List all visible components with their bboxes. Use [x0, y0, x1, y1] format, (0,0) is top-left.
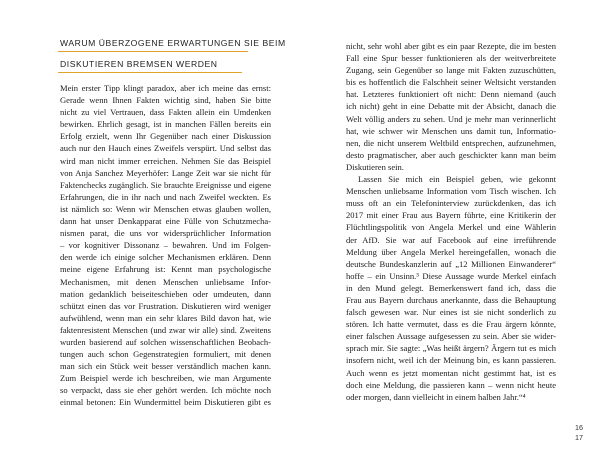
text-line: Gerade wenn Ihnen Fakten wichtig sind, haben Sie bitte	[60, 95, 271, 106]
page-number-right: 17	[575, 433, 583, 442]
text-line: so verpackt, dass sie eher gehört werden. Ich möchte noch	[60, 385, 271, 396]
text-line: doch eine Meldung, die passieren kann – wenn nicht heute	[346, 379, 556, 390]
text-line: hat, wie schwer wir Menschen uns damit tun, Informatio-	[346, 125, 556, 136]
text-line: hat. Letzteres funktioniert oft nicht: Denn niemand (auch	[346, 89, 556, 100]
text-line: Erfahrungen, die in ihr nach und nach Zweifel weckten. Es	[60, 191, 271, 202]
text-line: bis es hoffentlich die Falschheit seiner Weltsicht verstanden	[346, 77, 556, 88]
text-line: oder morgen, dann vielleicht in einem halben Jahr.“⁴	[346, 391, 526, 402]
right-page	[300, 0, 600, 467]
text-line: nismen parat, die uns vor widersprüchlicher Information	[60, 228, 271, 239]
text-line: Zugang, sein Gegenüber so lange mit Fakten zuzuschütten,	[346, 65, 556, 76]
text-line: nicht zu viel Vertrauen, dass Fakten allein ein Umdenken	[60, 107, 271, 118]
text-line: wurden basierend auf solchen wissenschaftlichen Beobach-	[60, 336, 271, 347]
text-line: bewirken. Ehrlich gesagt, ist in manchen Fällen bereits ein	[60, 119, 271, 130]
text-line: ich nicht) geht in eine Debatte mit der Absicht, danach die	[346, 101, 556, 112]
text-line: insofern nicht, weil ich der Meinung bin, es kann passieren.	[346, 355, 556, 366]
text-line: wird man nicht immer erreichen. Nehmen Sie das Beispiel	[60, 155, 271, 166]
text-line: Mechanismen, mit denen Menschen unliebsame Infor-	[60, 276, 271, 287]
text-line: Welt völlig anders zu sehen. Und je mehr man verinnerlicht	[346, 113, 556, 124]
text-line: schützt einen das vor Frustration. Diskutieren wird weniger	[60, 300, 271, 311]
text-line: in den Mund gelegt. Bemerkenswert fand ich, dass die	[346, 282, 556, 293]
right-body-text	[346, 40, 556, 403]
text-line: desto pragmatischer, aber auch geschickter kann man beim	[346, 149, 556, 160]
text-line: Faktenchecks zugänglich. Sie brauchte Ereignisse und eigene	[60, 179, 271, 190]
text-line: – vor kognitiver Dissonanz – bewahren. Und im Folgen-	[60, 240, 271, 251]
text-line: ist nämlich so: Wenn wir Menschen etwas glauben wollen,	[60, 203, 271, 214]
text-line: einer falschen Aussage aufgesessen zu sein. Aber sie wider-	[346, 331, 556, 342]
text-line: mation gedanklich beiseiteschieben oder umdeuten, dann	[60, 288, 271, 299]
text-line: Fall eine Spur besser funktionieren als der weitverbreitete	[346, 53, 556, 64]
text-line: dann hat unser Denkapparat eine Fülle von Schutzmecha-	[60, 216, 271, 227]
text-line: man sich ein Stück weit besser verständlich machen kann.	[60, 361, 271, 372]
page-number-left: 16	[575, 423, 583, 432]
section-heading	[58, 36, 286, 73]
text-line: hoffe – ein Unsinn.³ Diese Aussage wurde Merkel einfach	[346, 270, 556, 281]
left-body-text	[60, 82, 271, 409]
text-line: muss oft an ein Telefoninterview zurückdenken, das ich	[346, 198, 556, 209]
text-line: faktenresistent Menschen (und zwar wir alle) sind. Zweitens	[60, 324, 271, 335]
text-line: von Anja Sanchez Meyerhöfer: Lange Zeit war sie nicht für	[60, 167, 271, 178]
text-line: nicht, sehr wohl aber gibt es ein paar Rezepte, die im besten	[346, 41, 556, 51]
text-line: Frau aus Bayern durchaus anerkannte, dass die Behauptung	[346, 294, 556, 305]
text-line: sprach mir. Sie sagte: „Was heißt ärgern? Ärgern tut es mich	[346, 343, 556, 354]
text-line: der AfD. Sie war auf Facebook auf eine irreführende	[346, 234, 556, 245]
text-line: auch nur den Hauch eines Zweifels verspürt. Und selbst das	[60, 143, 271, 154]
text-line: Lassen Sie mich ein Beispiel geben, wie gekonnt	[358, 174, 556, 185]
text-line: den werde ich einige solcher Mechanismen erklären. Denn	[60, 252, 271, 263]
text-line: Menschen unliebsame Information vom Tisch wischen. Ich	[346, 186, 556, 197]
text-line: Mein erster Tipp klingt paradox, aber ich meine das ernst:	[60, 83, 271, 93]
text-line: Diskutieren sein.	[346, 161, 404, 172]
text-line: einmal betonen: Ein Wundermittel beim Diskutieren gibt es	[60, 397, 271, 408]
heading-line-1: WARUM ÜBERZOGENE ERWARTUNGEN SIE BEIM	[58, 36, 248, 52]
text-line: Auch wenn es jetzt momentan nicht gestimmt hat, ist es	[346, 367, 556, 378]
text-line: Meldung über Angela Merkel hereingefallen, wonach die	[346, 246, 556, 257]
text-line: 2017 mit einer Frau aus Bayern führte, eine Kritikerin der	[346, 210, 556, 221]
text-line: falsch gewesen war. Nur eines ist sie nicht sonderlich zu	[346, 307, 556, 318]
text-line: nen, die nicht unserem Weltbild entsprechen, aufzunehmen,	[346, 137, 556, 148]
text-line: meine eigene Erfahrung ist: Kennt man psychologische	[60, 264, 271, 275]
text-line: deutsche Bundeskanzlerin auf „12 Millionen Einwanderer“	[346, 258, 556, 269]
text-line: tungen auch schon Gegenstrategien formuliert, mit denen	[60, 349, 271, 360]
text-line: Erfolg erzielt, wenn Ihr Gegenüber nach einer Diskussion	[60, 131, 271, 142]
text-line: Zum Beispiel werde ich beschreiben, wie man Argumente	[60, 373, 271, 384]
heading-line-2: DISKUTIEREN BREMSEN WERDEN	[58, 57, 242, 73]
text-line: stören. Ich hatte vermutet, dass es die Frau ärgern könnte,	[346, 319, 556, 330]
text-line: Flüchtlingspolitik von Angela Merkel und eine Wählerin	[346, 222, 556, 233]
text-line: aufwühlend, wenn man ein sehr klares Bild davon hat, wie	[60, 312, 271, 323]
